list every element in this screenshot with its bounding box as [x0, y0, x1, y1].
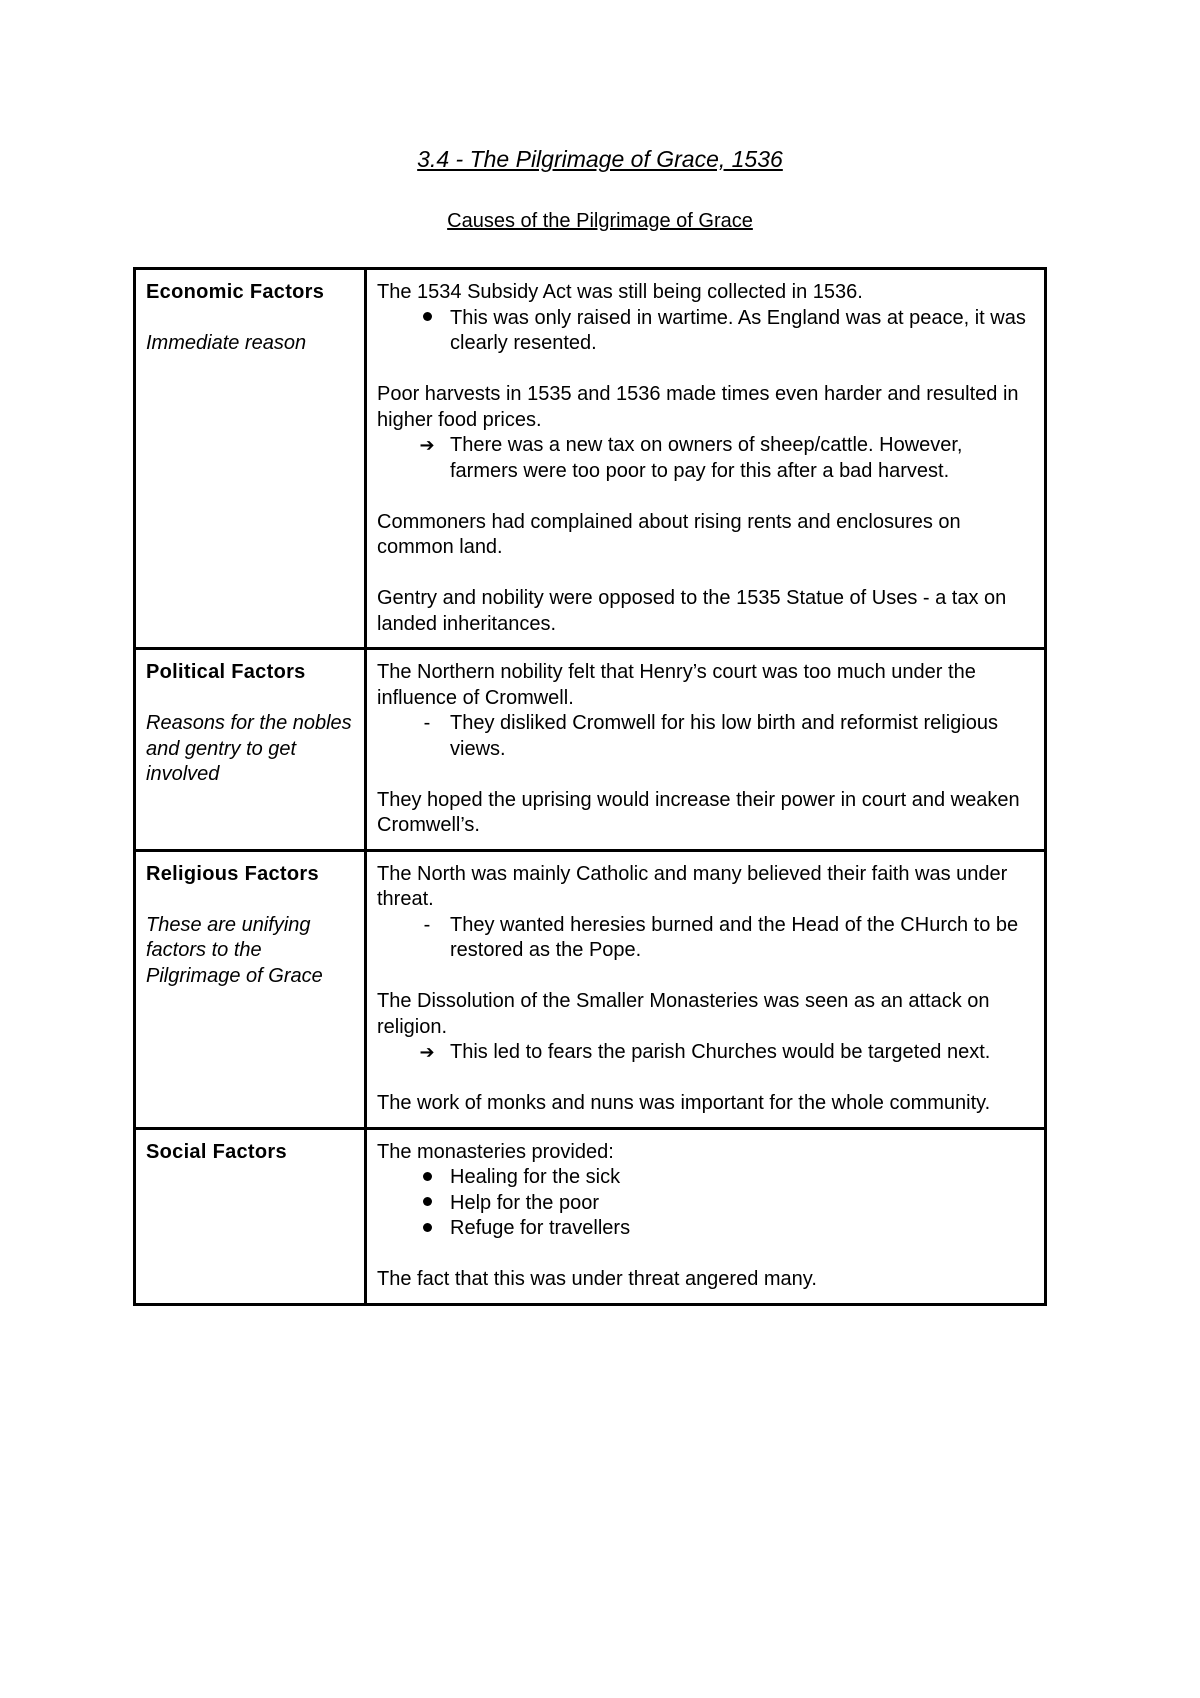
- paragraph: They hoped the uprising would increase their power in court and weaken Cromwell’s.: [377, 788, 1020, 836]
- paragraph: The work of monks and nuns was important for the whole community.: [377, 1092, 991, 1114]
- dash-text: They disliked Cromwell for his low birth and reformist religious views.: [450, 712, 998, 760]
- factors-table: [133, 267, 1047, 1306]
- factor-content-cell: [366, 269, 1046, 649]
- factor-name: Religious Factors: [146, 862, 319, 885]
- table-row: [135, 850, 1046, 1128]
- bullet-item: [377, 1191, 1034, 1217]
- dash-icon: -: [423, 913, 431, 936]
- factor-name: Social Factors: [146, 1140, 287, 1163]
- bullet-text: Help for the poor: [450, 1191, 599, 1214]
- table-row: [135, 269, 1046, 649]
- bullet-text: This was only raised in wartime. As England was at peace, it was clearly resented.: [450, 306, 1026, 354]
- bullet-item: [377, 1165, 1034, 1191]
- paragraph: The North was mainly Catholic and many believed their faith was under threat.: [377, 862, 1008, 910]
- factor-content-cell: [366, 649, 1046, 851]
- factor-content-cell: [366, 850, 1046, 1128]
- factor-note: These are unifying factors to the Pilgrimage of Grace: [146, 913, 323, 987]
- factor-label-cell: [135, 1128, 366, 1304]
- bullet-item: [377, 306, 1034, 357]
- paragraph: The fact that this was under threat angered many.: [377, 1268, 817, 1290]
- paragraph: The Northern nobility felt that Henry’s court was too much under the influence of Cromwell.: [377, 661, 976, 709]
- dash-text: They wanted heresies burned and the Head of the CHurch to be restored as the Pope.: [450, 913, 1019, 961]
- paragraph: The 1534 Subsidy Act was still being collected in 1536.: [377, 281, 863, 303]
- arrow-text: There was a new tax on owners of sheep/cattle. However, farmers were too poor to pay for this after a bad harvest.: [450, 434, 963, 482]
- paragraph: Gentry and nobility were opposed to the 1535 Statue of Uses - a tax on landed inheritances.: [377, 587, 1007, 635]
- arrow-icon: ➔: [419, 435, 435, 455]
- page-title: 3.4 - The Pilgrimage of Grace, 1536: [417, 146, 783, 172]
- arrow-icon: ➔: [419, 1042, 435, 1062]
- paragraph: Poor harvests in 1535 and 1536 made times even harder and resulted in higher food prices.: [377, 383, 1019, 431]
- dash-item: [377, 711, 1034, 762]
- factor-note: Immediate reason: [146, 332, 307, 354]
- arrow-item: [377, 433, 1034, 484]
- factor-name: Political Factors: [146, 661, 306, 683]
- bullet-icon: [415, 306, 439, 332]
- bullet-icon: [415, 1191, 439, 1217]
- factor-label-cell: [135, 269, 366, 649]
- arrow-item: [377, 1040, 1034, 1066]
- section-heading: Causes of the Pilgrimage of Grace: [447, 210, 753, 232]
- bullet-icon: [415, 1216, 439, 1242]
- dash-icon: -: [423, 712, 431, 734]
- factor-name: Economic Factors: [146, 281, 325, 303]
- paragraph: Commoners had complained about rising rents and enclosures on common land.: [377, 510, 961, 558]
- bullet-icon: [415, 1165, 439, 1191]
- table-row: [135, 1128, 1046, 1304]
- bullet-item: [377, 1216, 1034, 1242]
- factor-label-cell: [135, 649, 366, 851]
- factor-label-cell: [135, 850, 366, 1128]
- table-row: [135, 649, 1046, 851]
- factor-note: Reasons for the nobles and gentry to get involved: [146, 712, 352, 785]
- factor-content-cell: [366, 1128, 1046, 1304]
- bullet-text: Refuge for travellers: [450, 1217, 631, 1239]
- arrow-text: This led to fears the parish Churches would be targeted next.: [450, 1041, 991, 1063]
- paragraph: The monasteries provided:: [377, 1140, 614, 1163]
- bullet-text: Healing for the sick: [450, 1166, 621, 1188]
- paragraph: The Dissolution of the Smaller Monasteries was seen as an attack on religion.: [377, 990, 990, 1038]
- dash-item: [377, 913, 1034, 964]
